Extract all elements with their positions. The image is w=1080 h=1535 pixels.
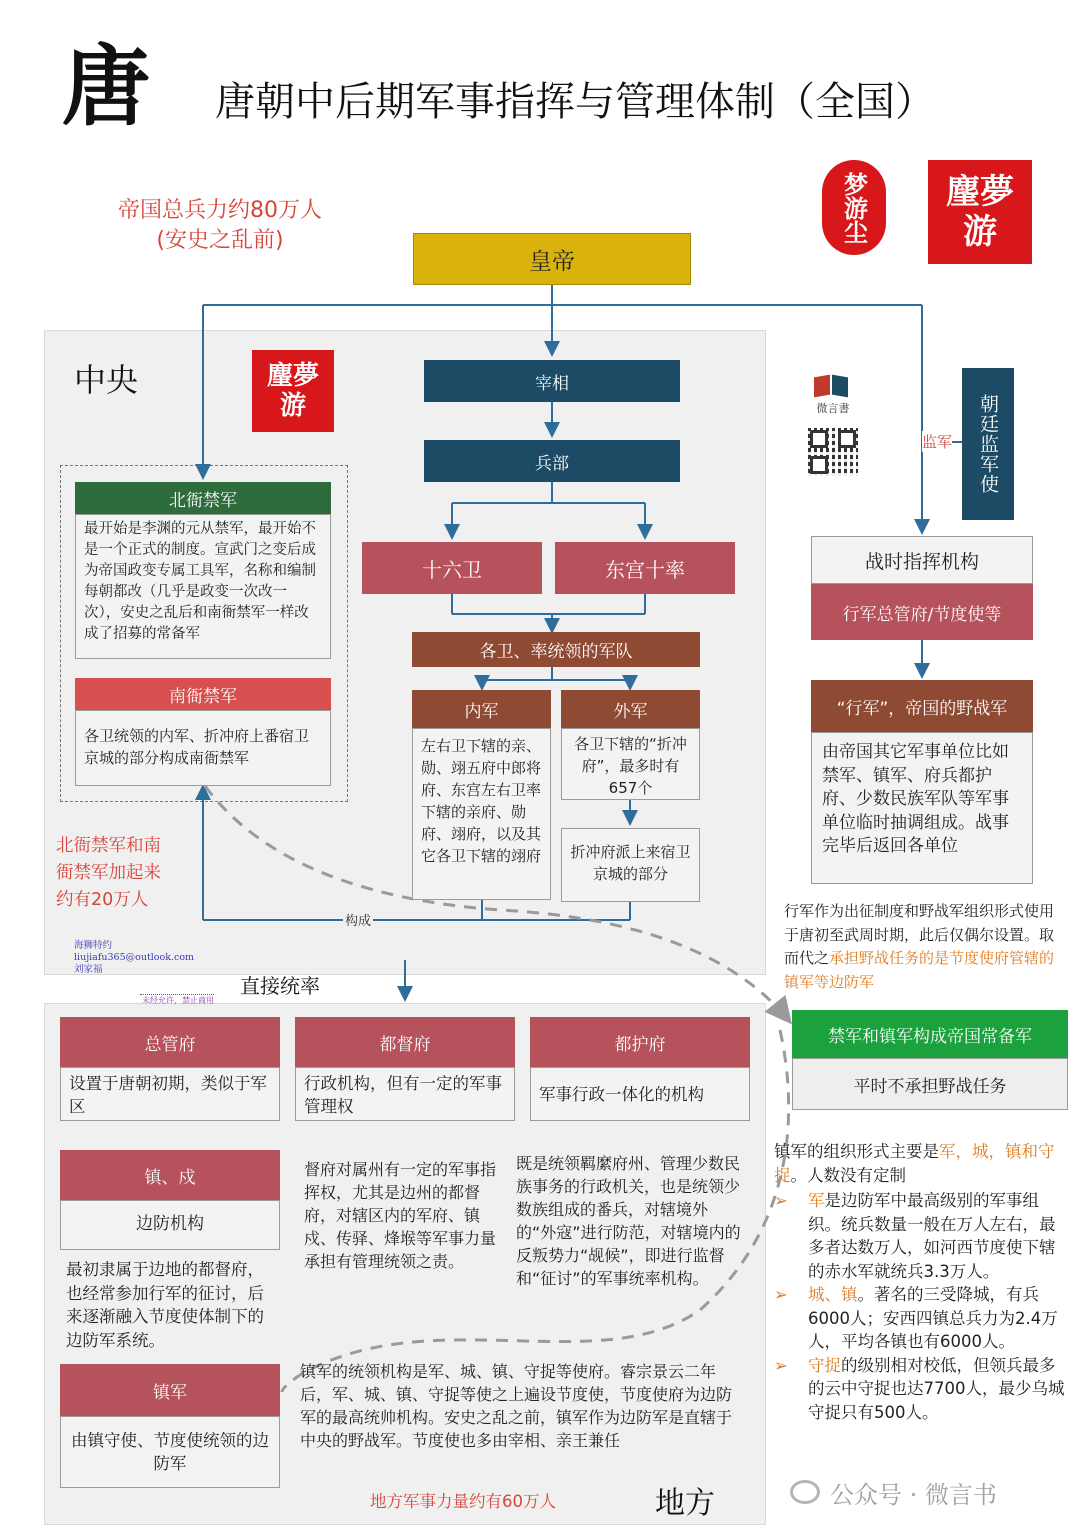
wartime-title: 战时指挥机构 [811, 536, 1033, 584]
bullet-jun [774, 1189, 1066, 1283]
dudu-title: 都督府 [295, 1017, 515, 1067]
dudu-desc: 行政机构，但有一定的军事管理权 [295, 1067, 515, 1121]
seal-vertical-text: 梦游尘 [839, 171, 869, 244]
supervisor-arrow-label: 监军 [922, 433, 953, 451]
field-army-desc: 由帝国其它军事单位比如禁军、镇军、府兵都护府、少数民族军队等军事单位临时抽调组成。战事完毕后返回各单位 [811, 732, 1033, 884]
page-title: 唐朝中后期军事指挥与管理体制（全国） [215, 79, 935, 125]
duhu-title: 都护府 [530, 1017, 750, 1067]
seal-square-top [928, 160, 1032, 264]
watermark-line4: 未经允许，禁止商用 [142, 996, 214, 1005]
south-guard-desc: 各卫统领的内军、折冲府上番宿卫京城的部分构成南衙禁军 [75, 710, 331, 786]
total-troops-line2: (安史之乱前) [156, 228, 284, 253]
zongguan-desc: 设置于唐朝初期，类似于军区 [60, 1067, 280, 1121]
bullet-arrow-icon: ➢ [774, 1285, 788, 1304]
bullet-chengzhen [774, 1283, 1066, 1354]
zhenshu-desc: 边防机构 [60, 1200, 280, 1250]
zhenjun-org-intro1: 镇军的组织形式主要是 [774, 1142, 939, 1161]
neijun-desc: 左右卫下辖的亲、勋、翊五府中郎将府、东宫左右卫率下辖的亲府、勋府、翊府，以及其它各卫下辖的翊府 [412, 728, 551, 900]
watermark-line1: 海狮特约 [74, 940, 113, 951]
seal-square-central [252, 350, 334, 432]
bullet-shouzhuo [774, 1354, 1066, 1425]
xingjun-history-part1: 行军作为出征制度和野战军组织形式使用于唐初至武周时期，此后仅偶尔设置。取而代之 [784, 902, 1055, 967]
waijun-title: 外军 [561, 690, 700, 728]
local-label: 地方 [655, 1486, 715, 1521]
standing-army-desc: 平时不承担野战任务 [792, 1058, 1068, 1110]
zhenjun-org-intro2: 。人数没有定制 [790, 1165, 906, 1185]
zhenjun-org-note [774, 1140, 1066, 1424]
bullet1-red: 军 [808, 1191, 825, 1210]
guards-total-note [56, 833, 196, 914]
field-army-title: “行军”，帝国的野战军 [811, 680, 1033, 732]
donggong-box: 东宫十率 [555, 542, 735, 594]
total-troops-note [60, 196, 380, 256]
zhechong-desc: 折冲府派上来宿卫京城的部分 [561, 828, 700, 902]
bullet2-text: 。著名的三受降城，有兵6000人；安西四镇总兵力为2.4万人，平均各镇也有6000人。 [808, 1285, 1058, 1351]
bullet-arrow-icon: ➢ [774, 1191, 788, 1210]
waijun-desc: 各卫下辖的“折冲府”，最多时有657个 [561, 728, 700, 800]
local-total-note: 地方军事力量约有60万人 [370, 1492, 556, 1511]
seal-vertical [822, 160, 886, 255]
wechat-icon [790, 1480, 820, 1504]
central-label: 中央 [74, 361, 139, 399]
bingbu-box: 兵部 [424, 440, 680, 482]
standing-army-title: 禁军和镇军构成帝国常备军 [792, 1010, 1068, 1058]
bullet-arrow-icon: ➢ [774, 1355, 788, 1375]
xingjun-history-part2: 承担野战任务的是节度使府管辖的镇军等边防军 [784, 949, 1055, 991]
zaixiang-box: 宰相 [424, 360, 680, 402]
zhenjun-desc: 由镇守使、节度使统领的边防军 [60, 1416, 280, 1488]
shiliuwei-box: 十六卫 [362, 542, 542, 594]
bullet1-text: 是边防军中最高级别的军事组织。统兵数量一般在万人左右，最多者达数万人，如河西节度使下辖的赤水军就统兵3.3万人。 [808, 1191, 1056, 1281]
emperor-box: 皇帝 [413, 233, 691, 285]
zhenjun-extra: 镇军的统领机构是军、城、镇、守捉等使府。睿宗景云二年后，军、城、镇、守捉等使之上遍设节度使，节度使府为边防军的最高统帅机构。安史之乱之前，镇军作为边防军是直辖于中央的野战军。节度使也多由宰相、亲王兼任 [300, 1362, 733, 1450]
total-troops-line1: 帝国总兵力约80万人 [118, 198, 322, 223]
logo-char: 唐 [62, 34, 151, 138]
guards-total-line2: 衙禁军加起来 [56, 863, 161, 883]
bullet3-text: 的级别相对校低，但领兵最多的云中守捉也达7700人，最少乌城守捉只有500人。 [808, 1355, 1065, 1422]
zhenjun-org-intro-red: 军，城，镇和守捉 [774, 1142, 1055, 1185]
seal-square-top-text: 麈夢游 [946, 172, 1014, 252]
qr-brand-text: 微言書 [816, 402, 850, 415]
guards-total-line3: 约有20万人 [56, 890, 149, 910]
direct-command-label: 直接统率 [240, 974, 320, 998]
compose-label: 构成 [343, 910, 373, 929]
book-icon [814, 372, 850, 398]
north-guard-title: 北衙禁军 [75, 482, 331, 514]
zhenshu-extra: 最初隶属于边地的都督府，也经常参加行军的征讨，后来逐渐融入节度使体制下的边防军系统。 [66, 1260, 264, 1350]
duhufu-extra: 既是统领羁縻府州、管理少数民族事务的行政机关，也是统领少数族组成的番兵，对辖境外的“外寇”进行防范，对辖境内的反叛势力“觇候”，即进行监督和“征讨”的军事统率机构。 [516, 1154, 741, 1288]
troops-box: 各卫、率统领的军队 [412, 632, 700, 667]
zongguan-title: 总管府 [60, 1017, 280, 1067]
dudufu-extra: 督府对属州有一定的军事指挥权，尤其是边州的都督府，对辖区内的军府、镇戍、传驿、烽堠等军事力量承担有管理统领之责。 [304, 1160, 497, 1271]
qr-code-icon [808, 428, 858, 476]
zhenshu-title: 镇、戍 [60, 1150, 280, 1200]
supervisor-box [962, 368, 1014, 520]
supervisor-title: 朝廷监军使 [977, 394, 999, 494]
duhu-desc: 军事行政一体化的机构 [530, 1067, 750, 1121]
south-guard-title: 南衙禁军 [75, 678, 331, 710]
watermark-line3: 刘家福 [74, 964, 103, 975]
north-guard-desc: 最开始是李渊的元从禁军，最开始不是一个正式的制度。宣武门之变后成为帝国政变专属工具军，名称和编制每朝都改（几乎是政变一次改一次），安史之乱后和南衙禁军一样改成了招募的常备军 [75, 514, 331, 659]
footer-brand-text: 公众号 · 微言书 [830, 1480, 997, 1509]
seal-square-central-text: 麈夢游 [266, 361, 319, 421]
guards-total-line1: 北衙禁军和南 [56, 836, 161, 856]
zhenjun-title: 镇军 [60, 1364, 280, 1416]
xingjun-history-note [784, 900, 1064, 994]
bullet2-red: 城、镇 [808, 1285, 858, 1304]
neijun-title: 内军 [412, 690, 551, 728]
bullet3-red: 守捉 [808, 1355, 841, 1375]
watermark-line2: liujiafu365@outlook.com [74, 952, 195, 963]
footer-brand [790, 1474, 997, 1510]
wartime-command: 行军总管府/节度使等 [811, 584, 1033, 640]
watermark [74, 940, 234, 976]
zhenjun-org-intro [774, 1140, 1066, 1187]
